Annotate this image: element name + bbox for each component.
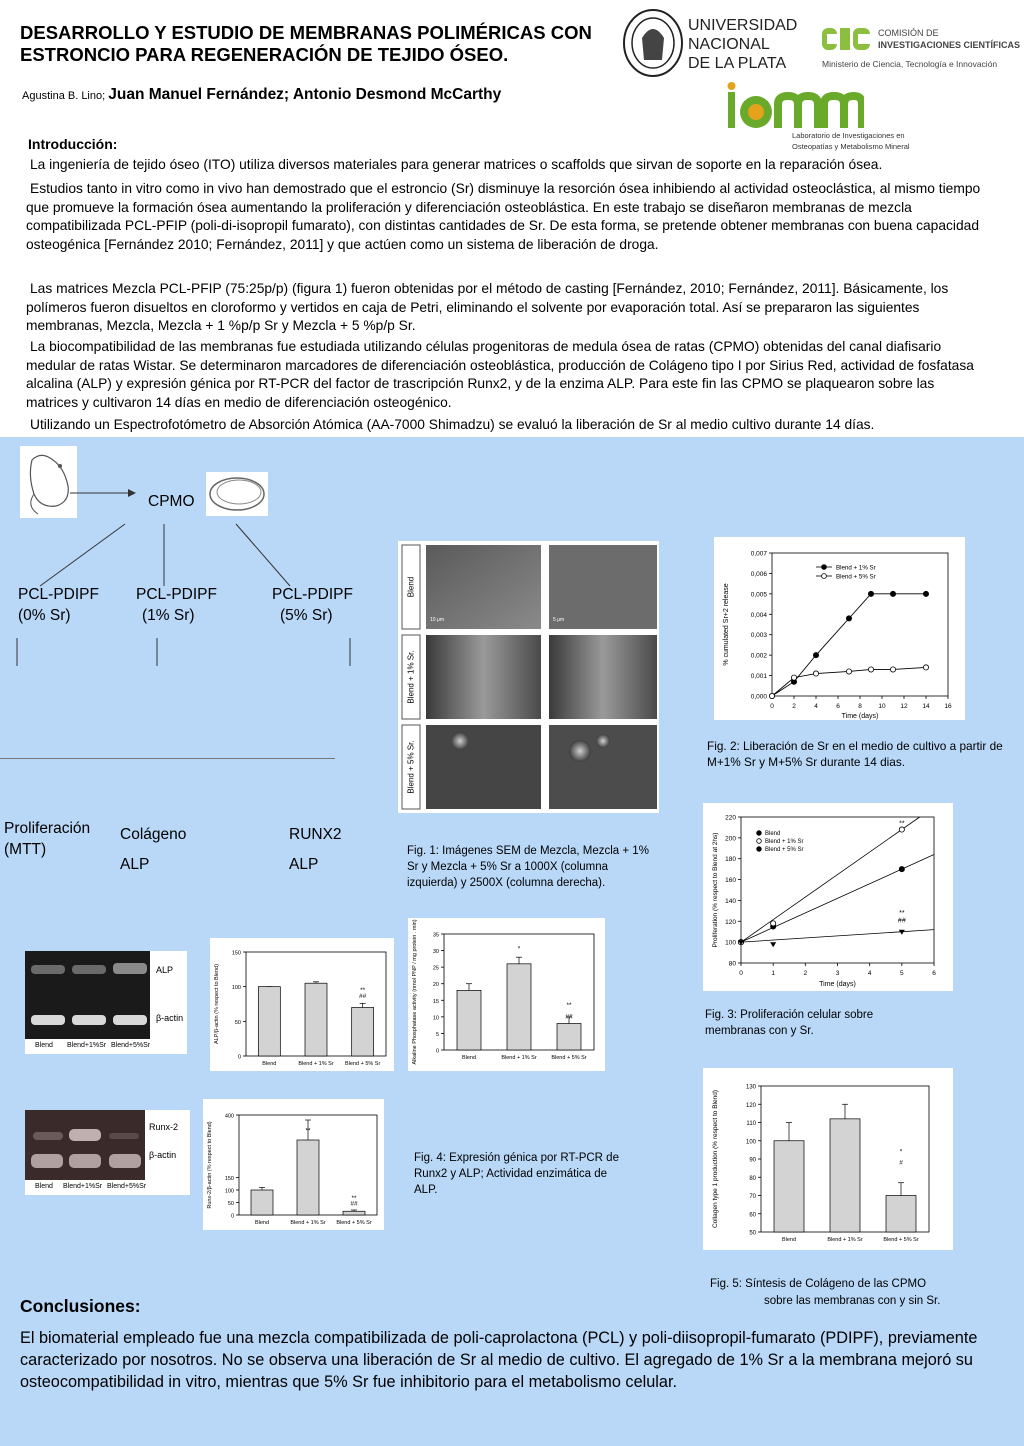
alp-gel-panel	[25, 951, 187, 1054]
y-tick-label: 35	[432, 932, 439, 939]
data-point	[813, 653, 818, 658]
fig3-chart	[703, 803, 953, 991]
y-axis-label: Proliferation (% respect to Blend at 2hs)	[712, 832, 719, 948]
y-tick-label: 50	[234, 1019, 241, 1026]
y-tick-label: 80	[728, 960, 736, 968]
y-tick-label: 120	[725, 918, 736, 926]
x-tick-label: 8	[858, 703, 862, 710]
sem-row-3-label-box	[402, 725, 420, 809]
x-tick-label: Blend	[781, 1237, 797, 1243]
y-tick-label: 20	[432, 982, 439, 989]
unlp-seal-icon	[622, 8, 684, 78]
gel-alp-label: ALP	[156, 965, 174, 975]
fig4a-panel	[210, 938, 394, 1071]
unlp-logo-text	[688, 16, 797, 73]
fig5-caption-2: sobre las membranas con y sin Sr.	[764, 1295, 941, 1307]
annotation: ##	[897, 917, 906, 925]
x-tick-label: 6	[836, 703, 840, 710]
authors	[22, 86, 501, 104]
liomm-logo-icon	[722, 82, 864, 130]
y-tick-label: 0,002	[750, 652, 767, 660]
y-axis-label: % cumulated Sr+2 release	[723, 583, 730, 666]
bar	[457, 990, 481, 1050]
y-tick-label: 25	[432, 965, 439, 972]
x-tick-label: Blend + 1% Sr	[298, 1061, 334, 1067]
bar	[343, 1211, 365, 1215]
petri-dish-illustration	[206, 472, 268, 516]
membrane-1-label	[136, 584, 217, 626]
fig3-panel	[703, 803, 953, 991]
y-tick-label: 200	[725, 835, 736, 843]
other-authors: Juan Manuel Fernández; Antonio Desmond McCarthy	[108, 86, 502, 103]
x-tick-label: Blend + 5% Sr	[883, 1237, 919, 1243]
y-tick-label: 0	[230, 1213, 234, 1220]
gel-runx-label: Runx-2	[149, 1122, 179, 1132]
y-tick-label: 50	[749, 1230, 756, 1237]
x-tick-label: 4	[814, 703, 818, 710]
runx-gel-panel	[25, 1110, 190, 1195]
y-tick-label: 220	[725, 814, 736, 822]
bar	[352, 1007, 374, 1056]
cic-line-1: COMISIÓN DE	[878, 28, 939, 38]
data-point	[791, 675, 796, 680]
fig1-caption: Fig. 1: Imágenes SEM de Mezcla, Mezcla + 1% Sr y Mezcla + 5% Sr a 1000X (columna izquierda) y 2500X (columna derecha).	[407, 845, 649, 889]
intro-paragraph-3: Las matrices Mezcla PCL-PFIP (75:25p/p) (figura 1) fueron obtenidas por el método de casting [Fernández, 2010; Fernández, 2011]. Básicamente, los polímeros fueron disueltos en cloroformo y vertidos en caja de Petri, eliminando el solvente por evaporación total. Así se prepararon las siguientes membranas, Mezcla, Mezcla + 1 %p/p Sr y Mezcla + 5 %p/p Sr.	[26, 281, 949, 333]
legend-label: Blend	[765, 831, 781, 837]
rat-to-cpmo-arrow	[70, 486, 140, 500]
fig4b-panel	[408, 918, 605, 1071]
x-tick-label: 4	[867, 970, 872, 977]
sem-row-1-label-box	[402, 545, 420, 629]
bar	[507, 964, 531, 1050]
bar	[305, 983, 327, 1056]
y-tick-label: 180	[725, 856, 736, 864]
x-tick-label: 2	[803, 970, 808, 977]
y-tick-label: 50	[227, 1201, 234, 1207]
proliferation-label	[4, 818, 90, 860]
x-tick-label: 6	[932, 970, 936, 977]
x-tick-label: Blend + 1% Sr	[827, 1237, 863, 1243]
conclusions-heading: Conclusiones:	[20, 1296, 141, 1316]
membrane-0-name: PCL-PDIPF	[18, 586, 99, 603]
bar	[251, 1190, 273, 1215]
mtt-text: (MTT)	[4, 841, 47, 858]
membrane-5-name: PCL-PDIPF	[272, 586, 353, 603]
y-tick-label: 130	[745, 1084, 756, 1091]
fig4-caption: Fig. 4: Expresión génica por RT-PCR de Runx2 y ALP; Actividad enzimática de ALP.	[414, 1152, 619, 1196]
unlp-line-3: DE LA PLATA	[688, 55, 787, 72]
conclusions-text: El biomaterial empleado fue una mezcla compatibilizada de poli-caprolactona (PCL) y poli-diisopropil-fumarato (PDIPF), previamente caracterizado por nosotros. No se observa una liberación de Sr al medio de cultivo. El agregado de 1% Sr a la membrana mejoró su osteocompatibilidad in vitro, mientras que 5% Sr fue inhibitorio para el metabolismo celular.	[20, 1329, 978, 1391]
x-tick-label: 1	[771, 970, 775, 977]
gel1-lane-3: Blend+5%Sr	[111, 1042, 151, 1049]
x-tick-label: 0	[770, 703, 774, 710]
liomm-line-1: Laboratorio de Investigaciones en	[792, 131, 905, 140]
trend-line-3	[741, 930, 934, 943]
bar	[297, 1140, 319, 1215]
sem-figure	[398, 541, 659, 813]
y-tick-label: 0,007	[750, 550, 767, 558]
proliferation-text: Proliferación	[4, 820, 91, 837]
data-point	[868, 667, 873, 672]
y-tick-label: 0	[237, 1054, 241, 1061]
sem-row-2-label-box	[402, 635, 420, 719]
poster-title: DESARROLLO Y ESTUDIO DE MEMBRANAS POLIMÉRICAS CON ESTRONCIO PARA REGENERACIÓN DE TEJIDO ÓSEO.	[20, 22, 592, 65]
y-tick-label: 70	[749, 1194, 756, 1200]
gel1-lane-1: Blend	[35, 1042, 53, 1049]
y-tick-label: 0,003	[750, 632, 767, 640]
y-tick-label: 100	[745, 1139, 756, 1146]
cic-line-2: INVESTIGACIONES CIENTÍFICAS	[878, 40, 1021, 50]
y-tick-label: 0,000	[750, 693, 767, 701]
fig4b-chart	[408, 918, 605, 1071]
x-tick-label: 16	[944, 703, 952, 710]
x-tick-label: 2	[792, 703, 796, 710]
sem-row-3-label: Blend + 5% Sr.	[406, 740, 416, 794]
x-axis-label: Time (days)	[841, 713, 879, 720]
bar	[774, 1141, 804, 1232]
divider-line	[0, 758, 335, 759]
data-point	[923, 591, 928, 596]
y-tick-label: 80	[749, 1175, 756, 1182]
y-tick-label: 30	[432, 949, 439, 956]
liomm-line-2: Osteopatías y Metabolismo Mineral	[792, 142, 910, 151]
legend-label: Blend + 1% Sr	[765, 839, 804, 845]
sem-images	[398, 541, 659, 813]
annotation: **	[899, 910, 905, 918]
x-tick-label: 12	[900, 703, 908, 710]
petri-dish-icon	[206, 472, 268, 516]
data-point	[890, 591, 895, 596]
annotation: *	[899, 1148, 903, 1156]
intro-paragraph-1: La ingeniería de tejido óseo (ITO) utiliza diversos materiales para generar matrices o scaffolds que sirvan de soporte en la reparación ósea.	[30, 157, 883, 172]
legend-label: Blend + 5% Sr	[765, 847, 804, 853]
gel-actin2-label: β-actin	[149, 1150, 177, 1160]
y-tick-label: 150	[231, 950, 241, 957]
x-axis-label: Time (days)	[819, 981, 856, 988]
gel1-lane-2: Blend+1%Sr	[67, 1042, 107, 1049]
y-tick-label: 90	[749, 1157, 756, 1164]
legend-marker	[822, 565, 827, 570]
runx2-alp-label	[289, 820, 342, 880]
y-tick-label: 0,004	[750, 611, 767, 619]
cic-ministry-text: Ministerio de Ciencia, Tecnología e Innovación	[822, 59, 998, 69]
x-tick-label: Blend	[254, 1220, 270, 1226]
alp-text-1: ALP	[120, 856, 150, 873]
y-tick-label: 100	[231, 985, 241, 992]
y-tick-label: 400	[224, 1113, 234, 1120]
membrane-5-label	[272, 584, 353, 626]
bar	[830, 1119, 860, 1232]
y-axis-label: ALP/β-actin (% respect to Blend)	[214, 964, 220, 1044]
bar	[557, 1023, 581, 1050]
y-tick-label: 0,005	[750, 591, 767, 599]
y-tick-label: 0,006	[750, 570, 767, 578]
legend-marker	[822, 574, 827, 579]
liomm-logo	[722, 82, 864, 135]
annotation: ##	[350, 1200, 358, 1208]
annotation: **	[351, 1195, 357, 1202]
bar	[258, 987, 280, 1056]
cic-logo-text	[878, 27, 1020, 51]
x-tick-label: 3	[835, 970, 840, 977]
membrane-5-sr: (5% Sr)	[280, 607, 333, 624]
intro-paragraph-2: Estudios tanto in vitro como in vivo han demostrado que el estroncio (Sr) disminuye la resorción ósea inhibiendo al actividad osteoclástica, al mismo tiempo que promueve la formación ósea aumentando la proliferación y diferenciación osteoblástica. En este trabajo se diseñaron membranas de mezcla compatibilizada PCL-PFIP (poli-di-isopropil fumarato), con distintas cantidades de Sr. De esta forma, se pretende obtener membranas con buena capacidad osteogénica [Fernández 2010; Fernández, 2011] y que actúen como un sistema de liberación de droga.	[26, 181, 981, 252]
membrane-0-sr: (0% Sr)	[18, 607, 71, 624]
fig4a-chart	[210, 938, 394, 1071]
intro-paragraph-4: La biocompatibilidad de las membranas fue estudiada utilizando células progenitoras de medula ósea de ratas (CPMO) obtenidas del canal diafisario medular de ratas Wistar. Se determinaron marcadores de diferenciación osteoblástica, producción de Colágeno tipo I por Sirius Red, actividad de fosfatasa alcalina (ALP) y expresión génica por RT-PCR del factor de trascripción Runx2, y de la enzima ALP. Para este fin las CPMO se plaquearon sobre las matrices y cultivaron 14 días en medio de diferenciación osteogénico.	[26, 339, 974, 410]
x-tick-label: Blend + 5% Sr	[345, 1061, 381, 1067]
legend-marker	[757, 847, 762, 852]
x-tick-label: Blend + 5% Sr	[551, 1055, 587, 1061]
x-tick-label: Blend	[262, 1061, 277, 1067]
data-point	[899, 827, 904, 832]
fig2-caption: Fig. 2: Liberación de Sr en el medio de cultivo a partir de M+1% Sr y M+5% Sr durante 14 dias.	[707, 739, 1003, 769]
sem-scale-b: 5 μm	[553, 617, 565, 623]
fig5-panel	[703, 1068, 953, 1250]
x-tick-label: Blend	[461, 1055, 477, 1061]
data-point	[890, 667, 895, 672]
annotation: **	[899, 820, 905, 828]
unlp-seal-logo	[622, 8, 684, 78]
legend-marker	[757, 839, 762, 844]
annotation: ##	[359, 992, 367, 1000]
annotation: #	[899, 1159, 903, 1167]
bar	[886, 1196, 916, 1233]
y-tick-label: 140	[725, 897, 736, 905]
x-tick-label: 0	[739, 970, 743, 977]
y-tick-label: 15	[432, 998, 439, 1005]
data-point	[868, 591, 873, 596]
membrane-1-name: PCL-PDIPF	[136, 586, 217, 603]
x-tick-label: 10	[878, 703, 886, 710]
y-tick-label: 10	[432, 1015, 439, 1022]
unlp-line-1: UNIVERSIDAD	[688, 17, 798, 34]
sem-row-2-label: Blend + 1% Sr.	[406, 650, 416, 704]
annotation: **	[305, 1127, 311, 1135]
runx2-text: RUNX2	[289, 826, 342, 843]
data-point	[769, 693, 774, 698]
sem-row-1-label: Blend	[406, 576, 416, 598]
fig5-caption-1: Fig. 5: Síntesis de Colágeno de las CPMO	[710, 1278, 927, 1290]
data-point	[813, 671, 818, 676]
data-point	[899, 867, 904, 872]
data-point	[923, 665, 928, 670]
annotation: **	[566, 1001, 572, 1009]
y-tick-label: 100	[224, 1188, 234, 1195]
fig4c-chart	[203, 1099, 384, 1230]
rat-icon	[20, 446, 77, 518]
membrane-1-sr: (1% Sr)	[142, 607, 195, 624]
fig2-panel	[714, 537, 965, 720]
legend-label: Blend + 5% Sr	[836, 573, 876, 581]
fig4c-panel	[203, 1099, 384, 1230]
fig3-caption: Fig. 3: Proliferación celular sobre membranas con y Sr.	[705, 1009, 874, 1037]
fig2-chart	[714, 537, 965, 720]
data-point	[771, 921, 776, 926]
gel2-lane-3: Blend+5%Sr	[107, 1183, 147, 1190]
y-tick-label: 120	[745, 1102, 756, 1109]
legend-marker	[757, 831, 762, 836]
intro-paragraph-5: Utilizando un Espectrofotómetro de Absorción Atómica (AA-7000 Shimadzu) se evaluó la liberación de Sr al medio cultivo durante 14 días.	[30, 417, 875, 432]
collagen-alp-label	[120, 820, 186, 880]
unlp-line-2: NACIONAL	[688, 36, 770, 53]
y-tick-label: 0,001	[750, 673, 767, 681]
fig5-chart	[703, 1068, 953, 1250]
y-axis-label: Collagen type 1 production (% respect to Blend)	[712, 1089, 719, 1229]
trend-line-1	[741, 855, 934, 943]
intro-heading: Introducción:	[28, 136, 118, 152]
x-tick-label: Blend + 1% Sr	[501, 1055, 537, 1061]
data-point	[846, 616, 851, 621]
data-point	[770, 942, 776, 947]
membrane-0-label	[18, 584, 99, 626]
cic-logo	[822, 26, 874, 57]
gel2-lane-2: Blend+1%Sr	[63, 1183, 103, 1190]
x-tick-label: 5	[900, 970, 904, 977]
x-tick-label: 14	[922, 703, 930, 710]
liomm-logo-text	[792, 130, 910, 152]
annotation: *	[517, 945, 521, 953]
annotation: ##	[565, 1013, 573, 1021]
legend-label: Blend + 1% Sr	[836, 564, 876, 572]
y-axis-label: Alkaline Phosphatase activity (nmol PNP / mg protein . min)	[412, 919, 418, 1065]
y-tick-label: 160	[725, 877, 736, 885]
annotation: **	[360, 987, 366, 995]
y-axis-label: Runx-2/β-actin (% respect to Blend)	[207, 1121, 213, 1209]
y-tick-label: 5	[435, 1031, 439, 1038]
gel-actin-label: β-actin	[156, 1013, 184, 1023]
rat-illustration	[20, 446, 77, 518]
collagen-text: Colágeno	[120, 826, 187, 843]
first-author: Agustina B. Lino;	[22, 90, 106, 102]
y-tick-label: 110	[746, 1121, 756, 1127]
x-tick-label: Blend + 5% Sr	[336, 1220, 372, 1226]
sem-scale-a: 10 μm	[430, 617, 444, 623]
y-tick-label: 150	[224, 1176, 234, 1182]
y-tick-label: 60	[749, 1212, 756, 1219]
gel2-lane-1: Blend	[35, 1183, 53, 1190]
cpmo-label: CPMO	[148, 493, 195, 510]
data-point	[846, 669, 851, 674]
alp-text-2: ALP	[289, 856, 319, 873]
cic-mark-icon	[822, 26, 874, 52]
y-tick-label: 100	[725, 939, 736, 947]
y-tick-label: 0	[435, 1048, 439, 1055]
x-tick-label: Blend + 1% Sr	[290, 1220, 326, 1226]
